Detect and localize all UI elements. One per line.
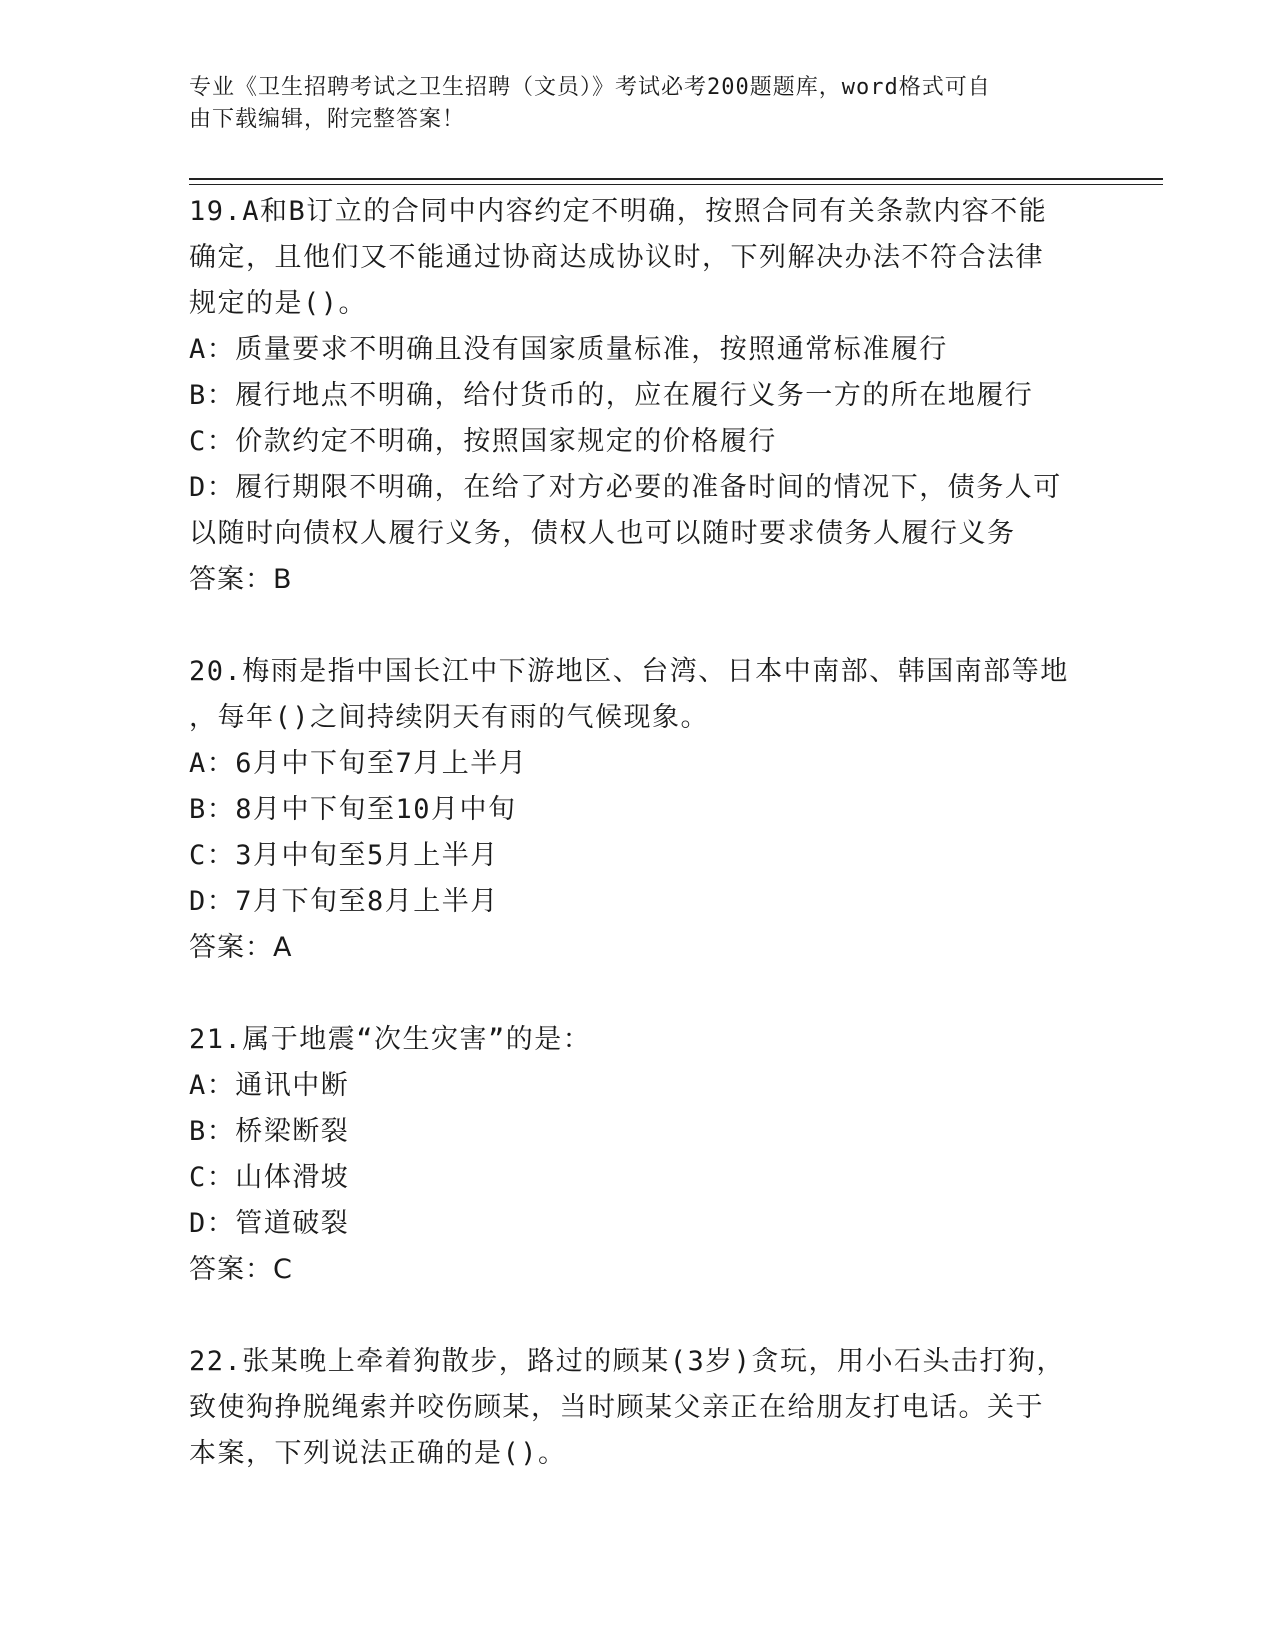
answer-option: B：8月中下旬至10月中旬 [189, 794, 517, 825]
answer-option: D：履行期限不明确，在给了对方必要的准备时间的情况下，债务人可 [189, 472, 1062, 503]
question-stem-line: 本案，下列说法正确的是()。 [189, 1438, 567, 1469]
question-spacer [189, 603, 1089, 649]
answer-key: 答案：B [189, 564, 293, 595]
question-stem-line: 20.梅雨是指中国长江中下游地区、台湾、日本中南部、韩国南部等地 [189, 656, 1069, 687]
question-stem-line: 致使狗挣脱绳索并咬伤顾某，当时顾某父亲正在给朋友打电话。关于 [189, 1392, 1044, 1423]
question-stem-line: 19.A和B订立的合同中内容约定不明确，按照合同有关条款内容不能 [189, 196, 1048, 227]
question-stem-line: 规定的是()。 [189, 288, 368, 319]
question-block [189, 189, 1089, 603]
question-stem-line: 确定，且他们又不能通过协商达成协议时，下列解决办法不符合法律 [189, 242, 1044, 273]
document-header [189, 72, 1069, 136]
answer-option: D：管道破裂 [189, 1208, 350, 1239]
question-stem-line: ，每年()之间持续阴天有雨的气候现象。 [189, 702, 710, 733]
answer-option: C：价款约定不明确，按照国家规定的价格履行 [189, 426, 777, 457]
answer-option: D：7月下旬至8月上半月 [189, 886, 499, 917]
answer-option: B：履行地点不明确，给付货币的，应在履行义务一方的所在地履行 [189, 380, 1034, 411]
answer-option: B：桥梁断裂 [189, 1116, 350, 1147]
answer-key: 答案：C [189, 1254, 293, 1285]
header-divider-thin [189, 184, 1163, 185]
header-line-2: 由下载编辑，附完整答案！ [189, 107, 466, 132]
answer-key: 答案：A [189, 932, 293, 963]
question-spacer [189, 971, 1089, 1017]
answer-option: A：6月中下旬至7月上半月 [189, 748, 528, 779]
question-block [189, 1017, 1089, 1293]
answer-option: A：质量要求不明确且没有国家质量标准，按照通常标准履行 [189, 334, 948, 365]
answer-option: 以随时向债权人履行义务，债权人也可以随时要求债务人履行义务 [189, 518, 1016, 549]
answer-option: C：山体滑坡 [189, 1162, 350, 1193]
header-divider-thick [189, 178, 1163, 180]
question-block [189, 649, 1089, 971]
header-line-1: 专业《卫生招聘考试之卫生招聘（文员）》考试必考200题题库，word格式可自 [189, 75, 991, 100]
question-stem-line: 22.张某晚上牵着狗散步，路过的顾某(3岁)贪玩，用小石头击打狗， [189, 1346, 1066, 1377]
question-list [189, 189, 1089, 1477]
answer-option: C：3月中旬至5月上半月 [189, 840, 499, 871]
question-block [189, 1339, 1089, 1477]
question-spacer [189, 1293, 1089, 1339]
answer-option: A：通讯中断 [189, 1070, 350, 1101]
question-stem-line: 21.属于地震“次生灾害”的是： [189, 1024, 592, 1055]
